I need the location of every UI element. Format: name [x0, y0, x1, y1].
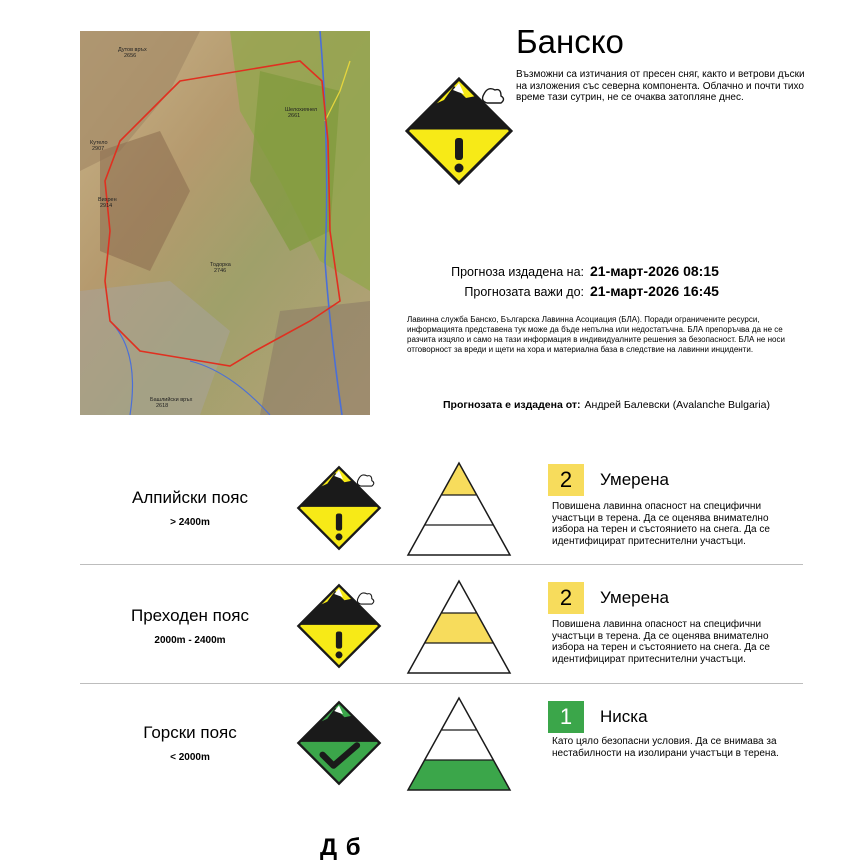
danger-level-description: Повишена лавинна опасност на специфични участъци в терена. Да се оценява внимателно избора на терен и състоянието на снега. Да се идентифицират притеснителни участъци. [552, 619, 770, 665]
map-label: 2746 [214, 268, 227, 274]
zone-forest [0, 692, 862, 810]
danger-warning-icon [296, 583, 382, 669]
map-label: 2656 [124, 53, 137, 59]
danger-pyramid-icon [406, 461, 512, 557]
danger-warning-icon [404, 76, 514, 186]
map-label: Шелохиянел [285, 107, 318, 113]
map-label: Кутело [90, 140, 108, 146]
zone-elevation: > 2400m [170, 517, 210, 528]
zone-elevation: 2000m - 2400m [154, 635, 226, 646]
safe-checkmark-icon [296, 700, 382, 786]
zone-transition [0, 573, 862, 691]
topographic-map [80, 31, 370, 415]
map-label: Вихрен [98, 197, 117, 203]
danger-pyramid-icon [406, 696, 512, 792]
valid-value: 21-март-2026 16:45 [590, 283, 719, 299]
map-label: 2914 [100, 203, 113, 209]
danger-level-badge: 1 [548, 701, 584, 733]
danger-level-badge: 2 [548, 582, 584, 614]
map-label: Дутов връх [118, 47, 147, 53]
map-label: 2661 [288, 113, 301, 119]
danger-level-name: Ниска [600, 707, 648, 726]
danger-level-description: Повишена лавинна опасност на специфични участъци в терена. Да се оценява внимателно избора на терен и състоянието на снега. Да се идентифицират притеснителни участъци. [552, 501, 770, 547]
issued-row [404, 262, 719, 281]
zone-name: Горски пояс [143, 723, 237, 742]
zone-divider [80, 683, 803, 684]
zone-name: Преходен пояс [131, 606, 249, 625]
valid-label: Прогнозата важи до: [464, 285, 584, 299]
issued-value: 21-март-2026 08:15 [590, 263, 719, 279]
danger-warning-icon [296, 465, 382, 551]
map-label: 2907 [92, 146, 105, 152]
author-value: Андрей Балевски (Avalanche Bulgaria) [584, 399, 770, 411]
region-map[interactable] [80, 31, 370, 415]
page-title: Банско [516, 23, 624, 60]
issued-label: Прогноза издадена на: [451, 265, 584, 279]
danger-level-name: Умерена [600, 588, 669, 607]
danger-pyramid-icon [406, 579, 512, 675]
danger-level-badge: 2 [548, 464, 584, 496]
map-label: Башлийски връх [150, 397, 193, 403]
next-section-heading: Д б [320, 834, 362, 861]
map-label: Тодорка [210, 262, 231, 268]
disclaimer-text: Лавинна служба Банско, Българска Лавинна Асоциация (БЛА). Поради ограничените ресурси, информацията представена тук може да бъде непълна или недостатъчна. БЛА препоръчва да не се разчита изцяло и само на тази информация в индивидуалните решения за безопасност. БЛА не носи отговорност за вреди и щети на хора и материална база в следствие на лавинни инциденти. [407, 315, 785, 354]
map-label: 2618 [156, 403, 169, 409]
author-label: Прогнозата е издадена от: [443, 399, 581, 411]
zone-name: Алпийски пояс [132, 488, 248, 507]
author-row [443, 399, 770, 411]
valid-row [404, 282, 719, 301]
zone-alpine [0, 455, 862, 573]
zone-elevation: < 2000m [170, 752, 210, 763]
danger-level-description: Като цяло безопасни условия. Да се внимава за нестабилности на изолирани участъци в терена. [552, 736, 779, 759]
zone-divider [80, 564, 803, 565]
danger-level-name: Умерена [600, 470, 669, 489]
forecast-summary: Възможни са изтичания от пресен сняг, както и ветрови дъски на изложения със северна компонента. Облачно и почти тихо време тази сутрин, не се очаква затопляне днес. [516, 69, 805, 103]
